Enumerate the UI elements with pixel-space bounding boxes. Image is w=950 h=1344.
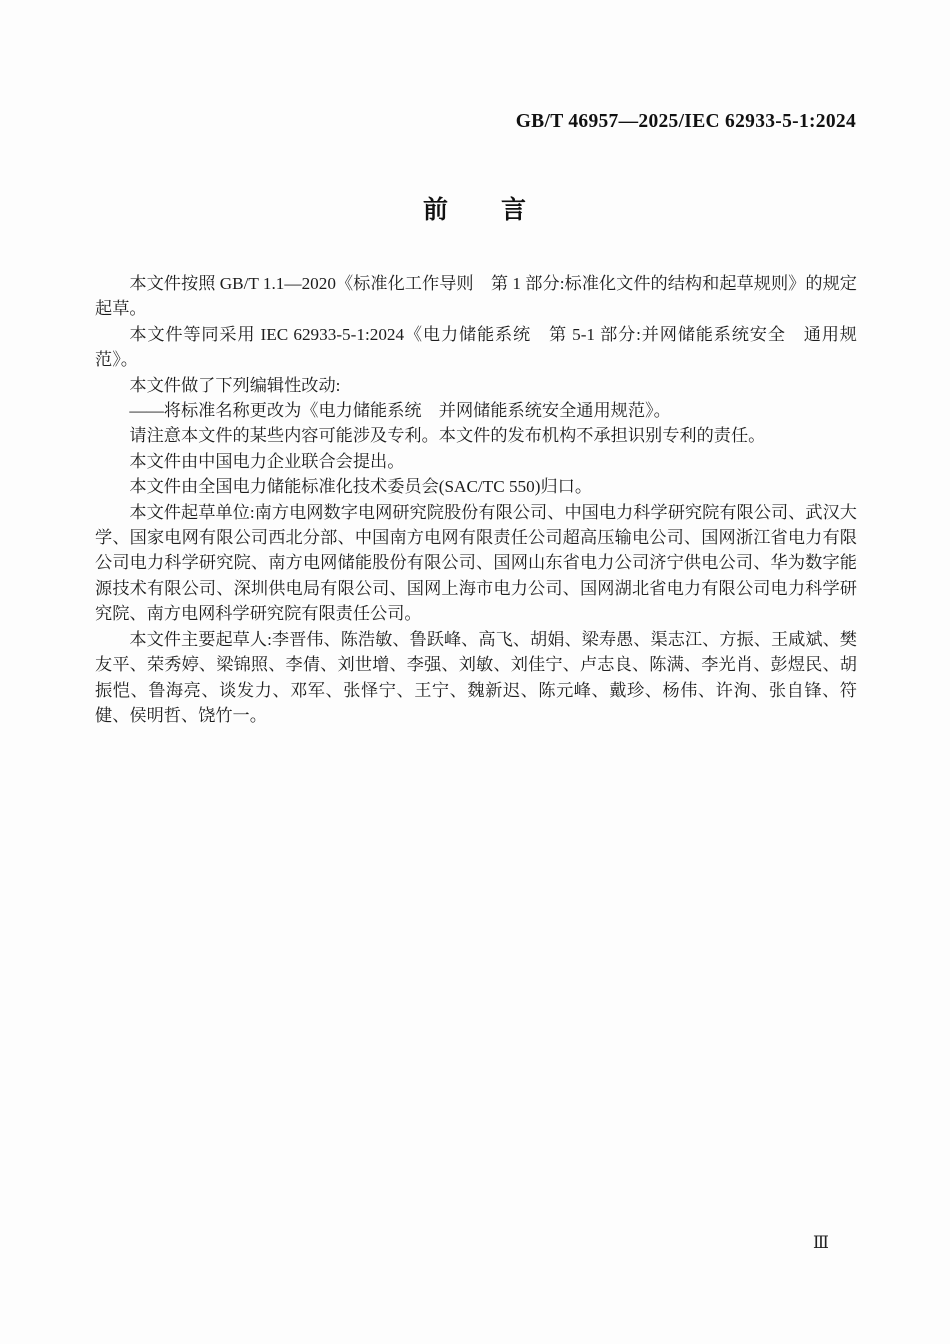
foreword-paragraph-editorial-changes: 本文件做了下列编辑性改动: bbox=[129, 375, 341, 395]
foreword-paragraph-iec-adoption: 本文件等同采用 IEC 62933-5-1:2024《电力储能系统 第 5-1 部分:并网储能系统安全 通用规范》。 bbox=[95, 324, 857, 370]
page-number: Ⅲ bbox=[813, 1233, 829, 1252]
foreword-paragraph-drafting-organizations: 本文件起草单位:南方电网数字电网研究院股份有限公司、中国电力科学研究院有限公司、武汉大学、国家电网有限公司西北分部、中国南方电网有限责任公司超高压输电公司、国网浙江省电力有限公司电力科学研究院、南方电网储能股份有限公司、国网山东省电力公司济宁供电公司、华为数字能源技术有限公司、深圳供电局有限公司、国网上海市电力公司、国网湖北省电力有限公司电力科学研究院、南方电网科学研究院有限责任公司。 bbox=[95, 502, 857, 624]
foreword-paragraph-drafting-rules: 本文件按照 GB/T 1.1—2020《标准化工作导则 第 1 部分:标准化文件的结构和起草规则》的规定起草。 bbox=[95, 274, 857, 319]
foreword-body bbox=[95, 271, 857, 728]
foreword-paragraph-patent-notice: 请注意本文件的某些内容可能涉及专利。本文件的发布机构不承担识别专利的责任。 bbox=[129, 426, 766, 446]
foreword-paragraph-main-drafters: 本文件主要起草人:李晋伟、陈浩敏、鲁跃峰、高飞、胡娟、梁寿愚、渠志江、方振、王咸斌、樊友平、荣秀婷、梁锦照、李倩、刘世增、李强、刘敏、刘佳宁、卢志良、陈满、李光肖、彭煜民、胡振恺、鲁海亮、谈发力、邓军、张怿宁、王宁、魏新迟、陈元峰、戴珍、杨伟、许洵、张自锋、符健、侯明哲、饶竹一。 bbox=[95, 629, 857, 725]
foreword-paragraph-name-change: ——将标准名称更改为《电力储能系统 并网储能系统安全通用规范》。 bbox=[129, 401, 671, 421]
foreword-paragraph-committee: 本文件由全国电力储能标准化技术委员会(SAC/TC 550)归口。 bbox=[129, 477, 593, 497]
foreword-paragraph-proposer: 本文件由中国电力企业联合会提出。 bbox=[129, 451, 405, 471]
page-title: 前 言 bbox=[422, 197, 527, 224]
standard-code-header: GB/T 46957—2025/IEC 62933-5-1:2024 bbox=[515, 111, 856, 132]
